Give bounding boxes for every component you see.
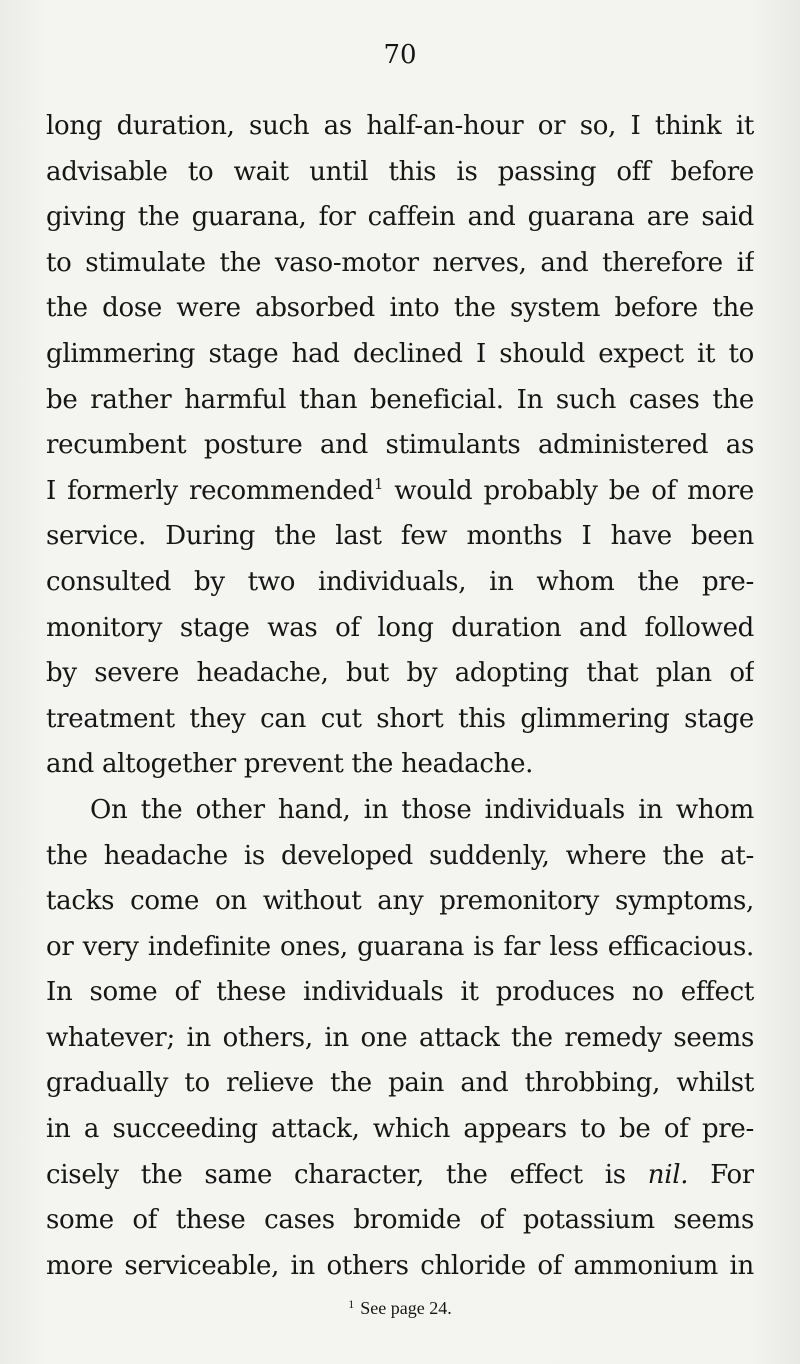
footnote-reference: 1 (373, 474, 384, 493)
text-line: and altogether prevent the headache. (46, 749, 534, 780)
footnote-text: See page 24. (360, 1298, 452, 1318)
text-line: In some of these individuals it produces no effect (46, 977, 754, 1008)
text-line: giving the guarana, for caffein and guarana are said (46, 202, 754, 233)
page-number: 70 (383, 40, 417, 70)
text-segment: would probably be of more (383, 475, 754, 506)
text-line: On the other hand, in those individuals in whom (90, 794, 754, 825)
text-line: the headache is developed suddenly, where the at- (46, 840, 754, 871)
footnote (0, 1292, 800, 1320)
text-segment: I formerly recommended (46, 475, 374, 506)
text-line: or very indefinite ones, guarana is far less efficacious. (46, 931, 754, 962)
text-line: glimmering stage had declined I should expect it to (46, 338, 754, 369)
text-segment: For (688, 1159, 754, 1190)
text-line: long duration, such as half-an-hour or so, I think it (46, 111, 754, 141)
italic-term: nil. (647, 1159, 689, 1190)
text-segment: cisely the same character, the effect is (46, 1159, 648, 1190)
text-line: some of these cases bromide of potassium seems (46, 1205, 754, 1236)
footnote-mark: 1 (348, 1297, 355, 1311)
text-line: in a succeeding attack, which appears to be of pre- (46, 1114, 754, 1145)
text-line-with-footnote (46, 469, 754, 515)
text-line: consulted by two individuals, in whom the pre- (46, 566, 754, 597)
text-line: advisable to wait until this is passing off before (46, 156, 754, 187)
text-line: treatment they can cut short this glimmering stage (46, 703, 754, 734)
text-line: whatever; in others, in one attack the remedy seems (46, 1022, 754, 1053)
text-line: recumbent posture and stimulants administered as (46, 430, 754, 461)
text-line-with-italic (46, 1153, 754, 1199)
text-line: to stimulate the vaso-motor nerves, and therefore if (46, 247, 754, 278)
text-line: monitory stage was of long duration and followed (46, 612, 754, 643)
text-line: the dose were absorbed into the system before the (46, 293, 754, 324)
body-text (46, 104, 754, 1289)
text-line: tacks come on without any premonitory symptoms, (46, 886, 754, 917)
text-line: be rather harmful than beneficial. In such cases the (46, 384, 754, 415)
text-line: service. During the last few months I have been (46, 521, 754, 552)
text-line: by severe headache, but by adopting that plan of (46, 658, 754, 689)
text-line: gradually to relieve the pain and throbbing, whilst (46, 1068, 754, 1099)
text-line: more serviceable, in others chloride of ammonium in (46, 1250, 754, 1281)
